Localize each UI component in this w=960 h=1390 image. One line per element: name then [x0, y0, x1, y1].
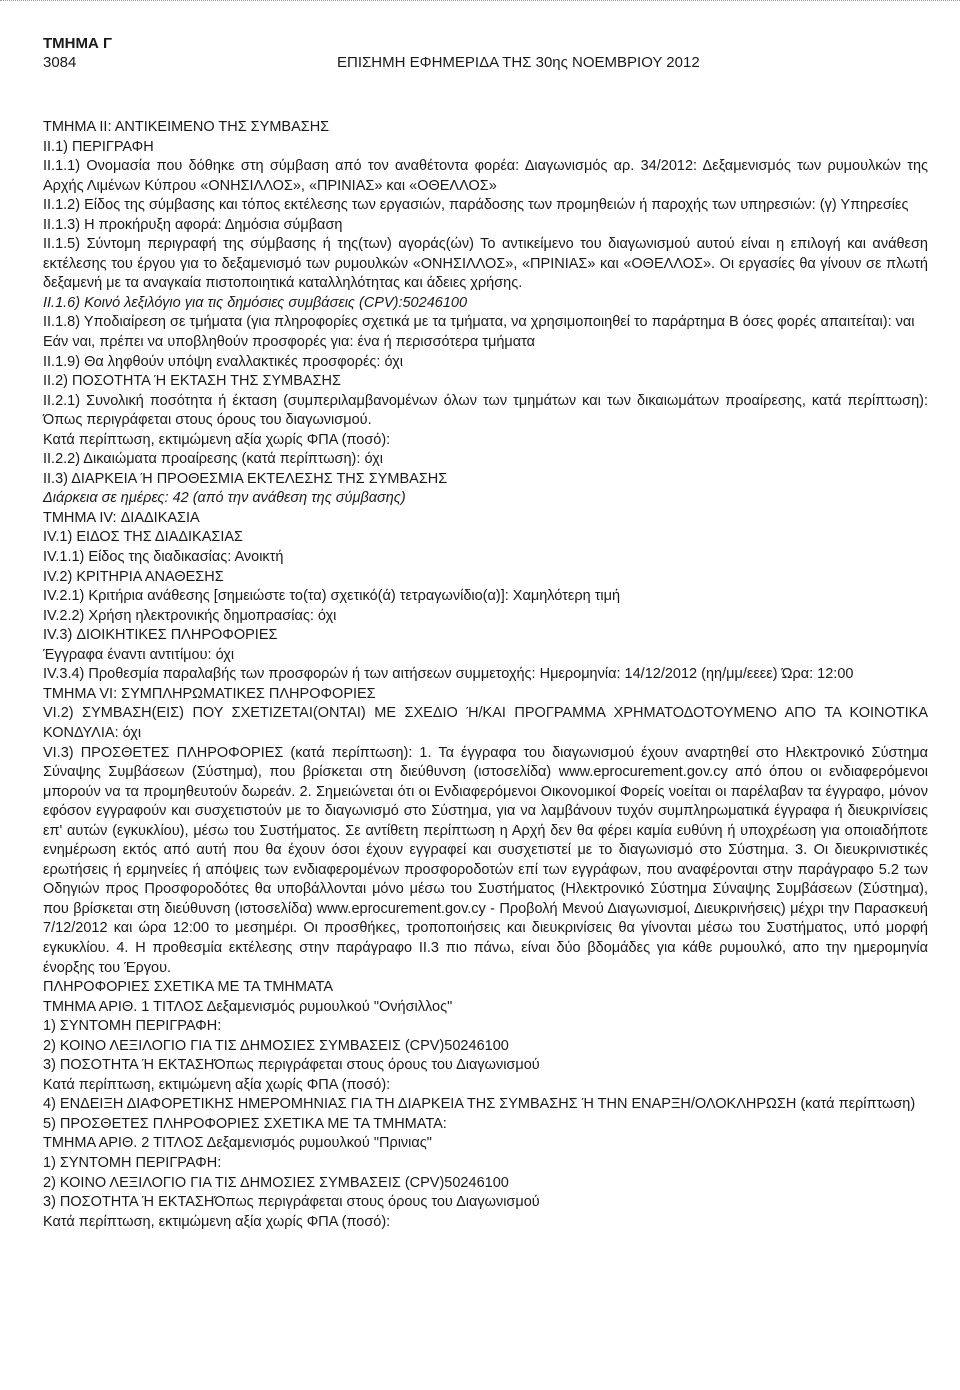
paragraph: ΙΙ.1.8) Υποδιαίρεση σε τμήματα (για πληροφορίες σχετικά με τα τμήματα, να χρησιμοποιηθεί το παράρτημα Β όσες φορές απαιτείται): ναι	[43, 314, 915, 331]
paragraph: ΙΙ.1.9) Θα ληφθούν υπόψη εναλλακτικές προσφορές: όχι	[43, 353, 403, 370]
paragraph: ΙΙ.2.2) Δικαιώματα προαίρεσης (κατά περίπτωση): όχι	[43, 451, 383, 468]
paragraph: ΙΙ.1.6) Κοινό λεξιλόγιο για τις δημόσιες συμβάσεις (CPV):50246100	[43, 294, 468, 311]
paragraph: 3) ΠΟΣΟΤΗΤΑ Ή ΕΚΤΑΣΗΌπως περιγράφεται στους όρους του Διαγωνισμού	[43, 1194, 540, 1211]
paragraph: Έγγραφα έναντι αντιτίμου: όχι	[43, 646, 235, 663]
paragraph: Κατά περίπτωση, εκτιμώμενη αξία χωρίς ΦΠΑ (ποσό):	[43, 1076, 391, 1093]
paragraph: ΙΙ.1.5) Σύντομη περιγραφή της σύμβασης ή της(των) αγοράς(ών) Το αντικείμενο του διαγωνισμού αυτού είναι η επιλογή και ανάθεση εκτέλεσης του έργου για το δεξαμενισμό των ρυμουλκών «ΟΝΗΣΙΛΛΟΣ», «ΠΡΙΝΙΑΣ» και «ΟΘΕΛΛΟΣ». Οι εργασίες θα γίνουν σε πλωτή δεξαμενή με τα αναγκαία πιστοποιητικά καταλληλότητας και άδειες χρήσης.	[43, 236, 928, 292]
paragraph: 1) ΣΥΝΤΟΜΗ ΠΕΡΙΓΡΑΦΗ:	[43, 1154, 222, 1171]
paragraph: ΤΜΗΜΑ ΑΡΙΘ. 1 ΤΙΤΛΟΣ Δεξαμενισμός ρυμουλκού "Ονήσιλλος"	[43, 998, 453, 1015]
paragraph: ΤΜΗΜΑ ΑΡΙΘ. 2 ΤΙΤΛΟΣ Δεξαμενισμός ρυμουλκού "Πρινιας"	[43, 1135, 432, 1152]
paragraph: ΙΙ.1.2) Είδος της σύμβασης και τόπος εκτέλεσης των εργασιών, παράδοσης των προμηθειών ή παροχής των υπηρεσιών: (γ) Υπηρεσίες	[43, 197, 909, 214]
paragraph: 1) ΣΥΝΤΟΜΗ ΠΕΡΙΓΡΑΦΗ:	[43, 1018, 222, 1035]
paragraph: IV.2) ΚΡΙΤΗΡΙΑ ΑΝΑΘΕΣΗΣ	[43, 568, 224, 585]
paragraph: IV.3.4) Προθεσμία παραλαβής των προσφορών ή των αιτήσεων συμμετοχής: Ημερομηνία: 14/12/2012 (ηη/μμ/εεεε) Ώρα: 12:00	[43, 666, 854, 683]
paragraph: ΙΙ.1) ΠΕΡΙΓΡΑΦΗ	[43, 138, 154, 155]
paragraph: 4) ΕΝΔΕΙΞΗ ΔΙΑΦΟΡΕΤΙΚΗΣ ΗΜΕΡΟΜΗΝΙΑΣ ΓΙΑ ΤΗ ΔΙΑΡΚΕΙΑ ΤΗΣ ΣΥΜΒΑΣΗΣ Ή ΤΗΝ ΕΝΑΡΞΗ/ΟΛΟΚΛΗΡΩΣΗ (κατά περίπτωση)	[43, 1096, 916, 1113]
page-number: 3084	[43, 54, 77, 71]
document-body	[43, 118, 928, 1232]
paragraph: IV.1.1) Είδος της διαδικασίας: Ανοικτή	[43, 549, 284, 566]
paragraph: VI.2) ΣΥΜΒΑΣΗ(ΕΙΣ) ΠΟΥ ΣΧΕΤΙΖΕΤΑΙ(ΟΝΤΑΙ) ΜΕ ΣΧΕΔΙΟ Ή/ΚΑΙ ΠΡΟΓΡΑΜΜΑ ΧΡΗΜΑΤΟΔΟΤΟΥΜΕΝΟ ΑΠΟ ΤΑ ΚΟΙΝΟΤΙΚΑ ΚΟΝΔΥΛΙΑ: όχι	[43, 705, 928, 741]
paragraph: IV.2.2) Χρήση ηλεκτρονικής δημοπρασίας: όχι	[43, 607, 337, 624]
paragraph: Διάρκεια σε ημέρες: 42 (από την ανάθεση της σύμβασης)	[43, 490, 406, 507]
paragraph: ΤΜΗΜΑ VI: ΣΥΜΠΛΗΡΩΜΑΤΙΚΕΣ ΠΛΗΡΟΦΟΡΙΕΣ	[43, 685, 376, 702]
paragraph: ΤΜΗΜΑ IV: ΔΙΑΔΙΚΑΣΙΑ	[43, 509, 200, 526]
paragraph: 5) ΠΡΟΣΘΕΤΕΣ ΠΛΗΡΟΦΟΡΙΕΣ ΣΧΕΤΙΚΑ ΜΕ ΤΑ ΤΜΗΜΑΤΑ:	[43, 1115, 447, 1132]
paragraph: IV.3) ΔΙΟΙΚΗΤΙΚΕΣ ΠΛΗΡΟΦΟΡΙΕΣ	[43, 627, 278, 644]
paragraph: VI.3) ΠΡΟΣΘΕΤΕΣ ΠΛΗΡΟΦΟΡΙΕΣ (κατά περίπτωση): 1. Τα έγγραφα του διαγωνισμού έχουν αναρτηθεί στο Ηλεκτρονικό Σύστημα Σύναψης Συμβάσεων (Σύστημα), που βρίσκεται στη διεύθυνση (ιστοσελίδα) www.eprocurement.gov.cy από όπου οι ενδιαφερόμενοι μπορούν να τα προμηθευτούν δωρεάν. 2. Σημειώνεται ότι οι Ενδιαφερόμενοι Οικονομικοί Φορείς νοείται οι παρέλαβαν τα έγγραφο, μόνον εφόσον εγγραφούν και συσχετιστούν με το διαγωνισμό στο Σύστημα, για να λαμβάνουν τυχόν συμπληρωματικά έγγραφα ή διευκρινίσεις επ' αυτών (εγκυκλίου), μέσω του Συστήματος. Σε αντίθετη περίπτωση η Αρχή δεν θα φέρει καμία ευθύνη ή υποχρέωση για οποιαδήποτε ενημέρωση εκτός από αυτή που θα έχουν όσοι έχουν εγγραφεί και συσχετιστεί με το διαγωνισμό στο Σύστημα. 3. Οι διευκρινιστικές ερωτήσεις ή ερμηνείες ή απόψεις των ενδιαφερομένων προσφοροδοτών επί των εγγράφων, που αναφέρονται στην παράγραφο 5.2 των Οδηγιών προς Προσφοροδότες θα υποβάλλονται μόνο μέσω του Συστήματος (Ηλεκτρονικό Σύστημα Σύναψης Συμβάσεων (Σύστημα), που βρίσκεται στη διεύθυνση (ιστοσελίδα) www.eprocurement.gov.cy - Προβολή Μενού Διαγωνισμοί, Διευκρινήσεις) μέχρι την Παρασκευή 7/12/2012 και ώρα 12:00 το μεσημέρι. Οι προσθήκες, τροποποιήσεις και διευκρινίσεις θα γίνονται μέσω του Συστήματος, υπό μορφή εγκυκλίου. 4. Η προθεσμία εκτέλεσης στην παράγραφο ΙΙ.3 πιο πάνω, είναι δύο βδομάδες για κάθε ρυμουλκό, απο την ημερομηνία ένορξης του Έργου.	[43, 744, 928, 976]
paragraph: ΙΙ.2.1) Συνολική ποσότητα ή έκταση (συμπεριλαμβανομένων όλων των τμημάτων και των δικαιωμάτων προαίρεσης, κατά περίπτωση): Όπως περιγράφεται στους όρους του διαγωνισμού.	[43, 392, 928, 429]
paragraph: Κατά περίπτωση, εκτιμώμενη αξία χωρίς ΦΠΑ (ποσό):	[43, 431, 391, 448]
paragraph: ΙΙ.2) ΠΟΣΟΤΗΤΑ Ή ΕΚΤΑΣΗ ΤΗΣ ΣΥΜΒΑΣΗΣ	[43, 373, 341, 390]
section-label: ΤΜΗΜΑ Γ	[43, 35, 113, 52]
paragraph: ΙΙ.3) ΔΙΑΡΚΕΙΑ Ή ΠΡΟΘΕΣΜΙΑ ΕΚΤΕΛΕΣΗΣ ΤΗΣ ΣΥΜΒΑΣΗΣ	[43, 470, 448, 487]
paragraph: IV.2.1) Κριτήρια ανάθεσης [σημειώστε το(τα) σχετικό(ά) τετραγωνίδιο(α)]: Χαμηλότερη τιμή	[43, 588, 621, 605]
paragraph: 2) ΚΟΙΝΟ ΛΕΞΙΛΟΓΙΟ ΓΙΑ ΤΙΣ ΔΗΜΟΣΙΕΣ ΣΥΜΒΑΣΕΙΣ (CPV)50246100	[43, 1174, 509, 1191]
paragraph: ΙΙ.1.1) Ονομασία που δόθηκε στη σύμβαση από τον αναθέτοντα φορέα: Διαγωνισμός αρ. 34/2012: Δεξαμενισμός των ρυμουλκών της Αρχής Λιμένων Κύπρου «ΟΝΗΣΙΛΛΟΣ», «ΠΡΙΝΙΑΣ» και «ΟΘΕΛΛΟΣ»	[43, 158, 928, 194]
paragraph: ΠΛΗΡΟΦΟΡΙΕΣ ΣΧΕΤΙΚΑ ΜΕ ΤΑ ΤΜΗΜΑΤΑ	[43, 979, 334, 996]
paragraph: Εάν ναι, πρέπει να υποβληθούν προσφορές για: ένα ή περισσότερα τμήματα	[43, 334, 536, 351]
paragraph: Κατά περίπτωση, εκτιμώμενη αξία χωρίς ΦΠΑ (ποσό):	[43, 1213, 391, 1230]
paragraph: 2) ΚΟΙΝΟ ΛΕΞΙΛΟΓΙΟ ΓΙΑ ΤΙΣ ΔΗΜΟΣΙΕΣ ΣΥΜΒΑΣΕΙΣ (CPV)50246100	[43, 1037, 509, 1054]
gazette-title: ΕΠΙΣΗΜΗ ΕΦΗΜΕΡΙΔΑ ΤΗΣ 30ης ΝΟΕΜΒΡΙΟΥ 2012	[337, 54, 700, 71]
paragraph: ΤΜΗΜΑ ΙΙ: ΑΝΤΙΚΕΙΜΕΝΟ ΤΗΣ ΣΥΜΒΑΣΗΣ	[43, 119, 330, 135]
paragraph: IV.1) ΕΙΔΟΣ ΤΗΣ ΔΙΑΔΙΚΑΣΙΑΣ	[43, 529, 243, 546]
scan-artifact-line	[0, 0, 960, 9]
paragraph: ΙΙ.1.3) Η προκήρυξη αφορά: Δημόσια σύμβαση	[43, 216, 343, 233]
page-header	[43, 35, 923, 74]
header-row	[43, 52, 923, 74]
paragraph: 3) ΠΟΣΟΤΗΤΑ Ή ΕΚΤΑΣΗΌπως περιγράφεται στους όρους του Διαγωνισμού	[43, 1057, 540, 1074]
